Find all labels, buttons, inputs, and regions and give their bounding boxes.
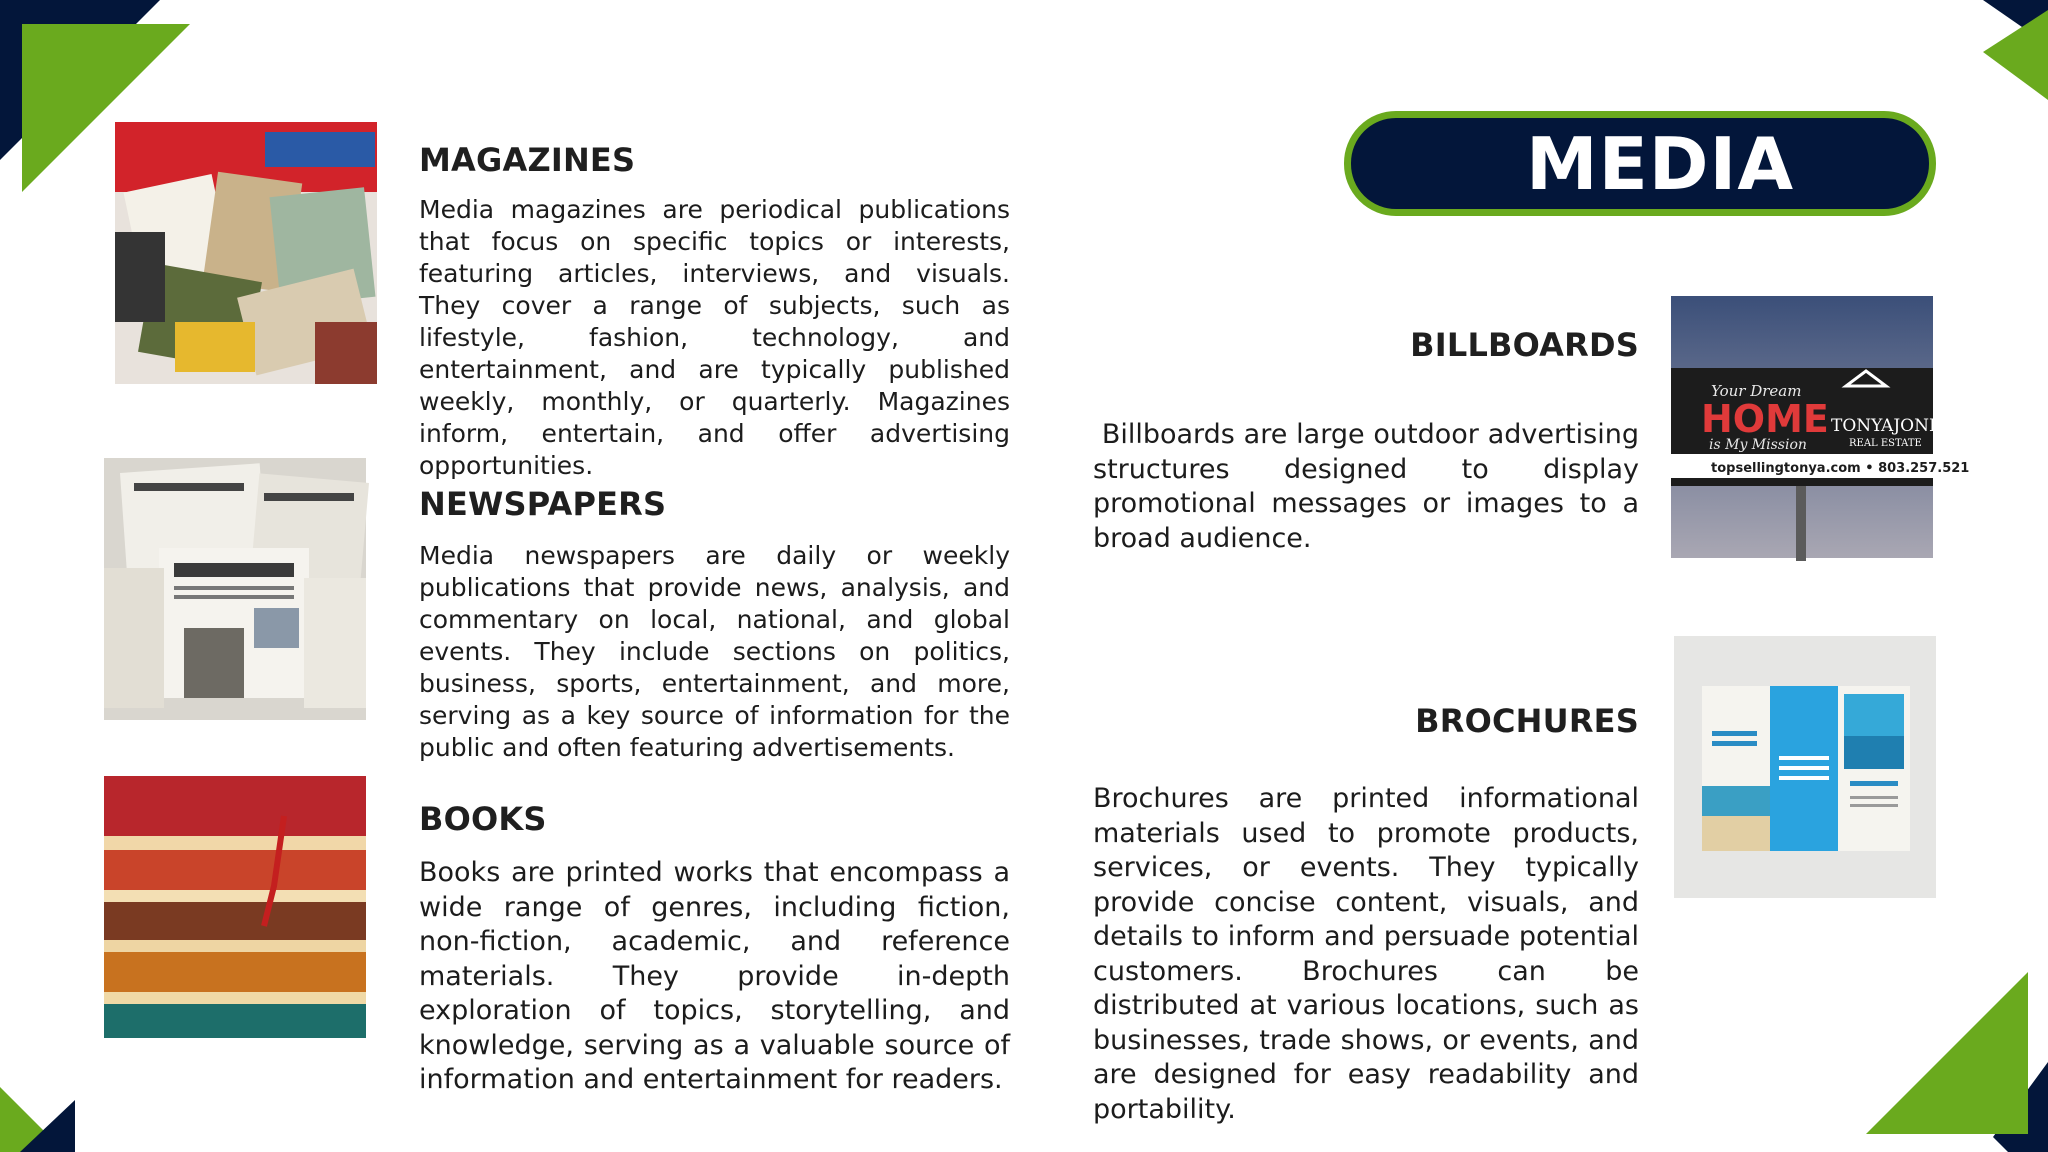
brochures-description: Brochures are printed informational materials used to promote products, services, or events. They typically provide concise content, visuals, and details to inform and persuade potential customers. Brochures can be distributed at various locations, such as businesses, trade shows, or events, and are designed for easy readability and portability. bbox=[1093, 783, 1639, 1125]
newspapers-photo bbox=[104, 458, 366, 720]
brochure-photo bbox=[1674, 636, 1936, 898]
brochures-heading: BROCHURES bbox=[1415, 702, 1639, 740]
billboard-text-line1: Your Dream bbox=[1711, 382, 1802, 400]
magazines-photo bbox=[115, 122, 377, 384]
books-photo bbox=[104, 776, 366, 1038]
billboard-brand: TONYAJONES bbox=[1831, 416, 1954, 436]
billboard-text-line3: is My Mission bbox=[1709, 437, 1807, 453]
billboard-photo bbox=[1671, 296, 1970, 558]
magazines-description: Media magazines are periodical publications that focus on specific topics or interests, featuring articles, interviews, and visuals. They cover a range of subjects, such as lifestyle, fashion, technology, and entertainment, and are typically published weekly, monthly, or quarterly. Magazines inform, entertain, and offer advertising opportunities. bbox=[419, 195, 1010, 480]
books-heading: BOOKS bbox=[419, 800, 547, 838]
billboard-text-home: HOME bbox=[1701, 397, 1829, 441]
bottom-right-corner-decoration bbox=[1848, 952, 2048, 1152]
page-title: MEDIA bbox=[1525, 121, 1795, 206]
billboards-description: Billboards are large outdoor advertising structures designed to display promotional messages or images to a broad audience. bbox=[1093, 419, 1648, 554]
billboards-heading: BILLBOARDS bbox=[1410, 326, 1639, 364]
media-title-badge bbox=[1344, 111, 1936, 216]
billboard-brand-sub: REAL ESTATE bbox=[1849, 438, 1922, 449]
newspapers-heading: NEWSPAPERS bbox=[419, 485, 667, 523]
top-right-corner-decoration bbox=[1928, 0, 2048, 110]
bottom-left-corner-decoration bbox=[0, 1042, 110, 1152]
books-description: Books are printed works that encompass a wide range of genres, including fiction, non-fiction, academic, and reference materials. They provide in-depth exploration of topics, storytelling, and knowledge, serving as a valuable source of information and entertainment for readers. bbox=[419, 857, 1010, 1095]
billboard-web: topsellingtonya.com • 803.257.521 bbox=[1711, 461, 1970, 476]
newspapers-description: Media newspapers are daily or weekly publications that provide news, analysis, and commentary on local, national, and global events. They include sections on politics, business, sports, entertainment, and more, serving as a key source of information for the public and often featuring advertisements. bbox=[419, 541, 1010, 762]
magazines-heading: MAGAZINES bbox=[419, 141, 636, 179]
